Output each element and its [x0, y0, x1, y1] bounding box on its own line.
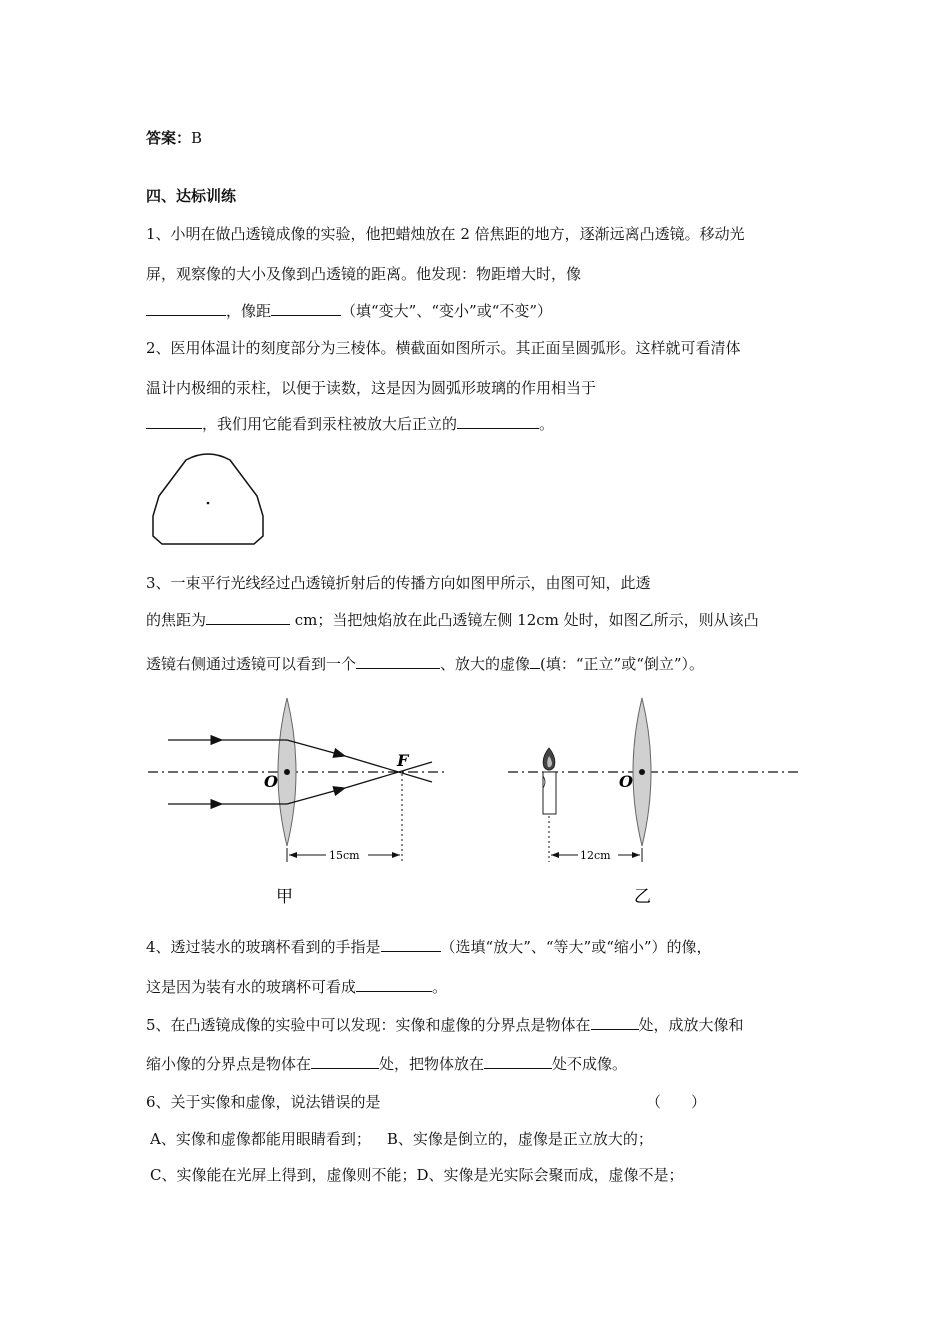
q2-blank-1 — [146, 414, 202, 429]
q2-line3 — [146, 414, 554, 434]
q6-option-a: A、实像和虚像都能用眼睛看到； — [150, 1130, 371, 1148]
q1-blank-1 — [146, 301, 226, 316]
q1-line1: 1、小明在做凸透镜成像的实验，他把蜡烛放在 2 倍焦距的地方，逐渐远离凸透镜。移动光 — [146, 225, 745, 243]
q4-line1 — [146, 937, 712, 957]
q3-blank-2 — [356, 654, 440, 669]
q5-line2b: 处，把物体放在 — [379, 1055, 485, 1073]
q6-option-d: D、实像是光实际会聚而成，虚像不是； — [416, 1166, 684, 1184]
q3-line3a: 透镜右侧通过透镜可以看到一个 — [146, 655, 357, 673]
answer-line — [146, 128, 202, 148]
q1-blank-2 — [271, 301, 341, 316]
q2-tail: 。 — [539, 415, 555, 433]
figure-yi — [508, 698, 802, 907]
q2-line2: 温计内极细的汞柱，以便于读数，这是因为圆弧形玻璃的作用相当于 — [146, 379, 597, 397]
q6-options-row1 — [150, 1129, 653, 1149]
q3-line1: 3、一束平行光线经过凸透镜折射后的传播方向如图甲所示，由图可知，此透 — [146, 574, 651, 592]
q5-blank-1 — [591, 1015, 639, 1030]
q3-blank-3 — [530, 654, 540, 669]
q3-line3b: 、放大的虚像 — [440, 655, 531, 673]
q4-blank-1 — [381, 937, 441, 952]
answer-label: 答案： — [146, 129, 192, 147]
q6-options-row2 — [150, 1165, 684, 1185]
q1-mid: ，像距 — [226, 302, 272, 320]
q4-line1a: 4、透过装水的玻璃杯看到的手指是 — [146, 938, 381, 956]
q4-line2 — [146, 977, 447, 997]
answer-value: B — [191, 129, 203, 147]
caption-yi: 乙 — [634, 887, 651, 907]
q5-blank-3 — [484, 1054, 552, 1069]
o-label-left: O — [264, 772, 278, 791]
q3-line3 — [146, 654, 704, 674]
q2-line1: 2、医用体温计的刻度部分为三棱体。横截面如图所示。其正面呈圆弧形。这样就可看清体 — [146, 339, 741, 357]
caption-jia: 甲 — [276, 887, 293, 907]
q6-option-c: C、实像能在光屏上得到，虚像则不能； — [150, 1166, 417, 1184]
q5-line1a: 5、在凸透镜成像的实验中可以发现：实像和虚像的分界点是物体在 — [146, 1016, 591, 1034]
q3-line2 — [146, 610, 759, 630]
section-title: 四、达标训练 — [146, 187, 237, 205]
q4-blank-2 — [356, 977, 432, 992]
q3-blank-1 — [206, 610, 290, 625]
q3-line2a: 的焦距为 — [146, 611, 207, 629]
q4-line1b: （选填“放大”、“等大”或“缩小”）的像， — [440, 938, 712, 956]
q4-line2a: 这是因为装有水的玻璃杯可看成 — [146, 978, 357, 996]
f-label: F — [397, 751, 409, 770]
q6-stem: 6、关于实像和虚像，说法错误的是 — [146, 1093, 381, 1111]
q5-line1b: 处，成放大像和 — [638, 1016, 744, 1034]
q5-line2c: 处不成像。 — [552, 1055, 628, 1073]
q5-blank-2 — [311, 1054, 379, 1069]
dist-label-left: 15cm — [329, 849, 360, 862]
thermometer-cross-section — [148, 450, 278, 550]
q2-mid: ，我们用它能看到汞柱被放大后正立的 — [202, 415, 458, 433]
q3-line3c: (填：“正立”或“倒立”）。 — [540, 655, 705, 673]
q5-line2a: 缩小像的分界点是物体在 — [146, 1055, 312, 1073]
q5-line1 — [146, 1015, 744, 1035]
q1-line2: 屏，观察像的大小及像到凸透镜的距离。他发现：物距增大时，像 — [146, 265, 582, 283]
q1-tail: （填“变大”、“变小”或“不变”） — [341, 302, 553, 320]
q1-line3 — [146, 301, 552, 321]
q4-line2b: 。 — [432, 978, 448, 996]
figure-jia — [148, 698, 445, 907]
q3-line2b: cm；当把烛焰放在此凸透镜左侧 12cm 处时，如图乙所示，则从该凸 — [290, 611, 759, 629]
candle-icon — [543, 748, 556, 814]
lens-figure — [0, 690, 950, 930]
q6-option-b: B、实像是倒立的，虚像是正立放大的； — [386, 1130, 653, 1148]
q2-blank-2 — [457, 414, 539, 429]
o-label-right: O — [619, 772, 633, 791]
q6-answer-paren: （ ） — [646, 1093, 707, 1111]
q5-line2 — [146, 1054, 627, 1074]
dist-label-right: 12cm — [580, 849, 611, 862]
